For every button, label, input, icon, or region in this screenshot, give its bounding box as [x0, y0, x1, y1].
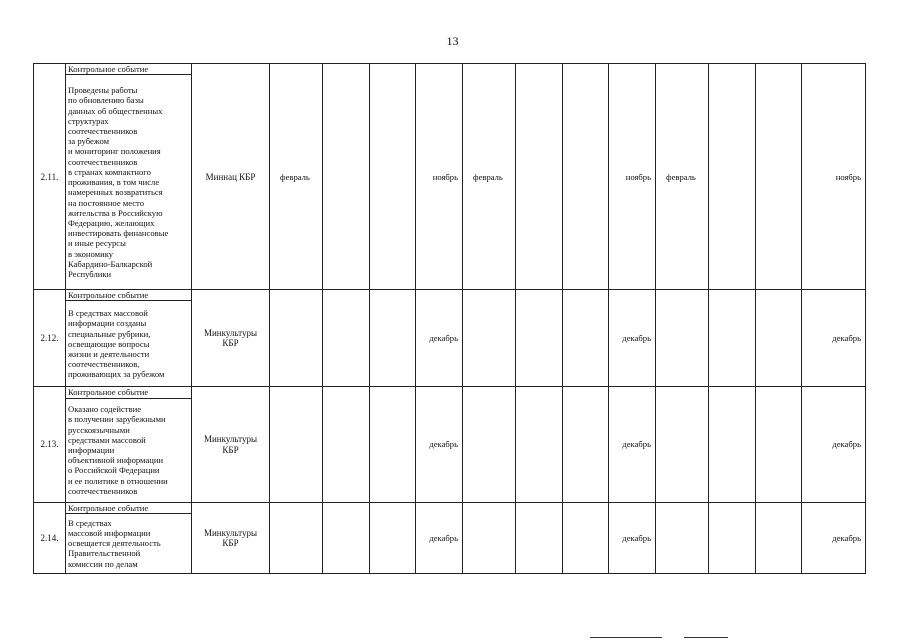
month-cell: [563, 64, 609, 290]
executor: Минкультуры КБР: [192, 387, 270, 502]
row-number: 2.12.: [34, 290, 66, 387]
plan-table: [33, 63, 866, 574]
plan-row-label: [34, 290, 866, 301]
row-number: 2.13.: [34, 387, 66, 502]
month-cell: [709, 387, 756, 502]
plan-table-body: [34, 64, 866, 574]
month-cell: [756, 502, 802, 573]
month-cell: [516, 387, 563, 502]
month-cell: [463, 290, 516, 387]
event-description: Оказано содействие в получении зарубежными русскоязычными средствами массовой информации объективной информации о Российской Федерации и ее политике в отношении соотечественников: [66, 398, 192, 502]
event-description: Проведены работы по обновлению базы данных об общественных структурах соотечественников за рубежом и мониторинг положения соотечественников в странах компактного проживания, в том числе намеренных возвратиться на постоянное место жительства в Российскую Федерацию, желающих инвестировать финансовые и иные ресурсы в экономику Кабардино-Балкарской Республики: [66, 75, 192, 290]
month-cell: декабрь: [416, 502, 463, 573]
month-cell: декабрь: [802, 290, 866, 387]
month-cell: [370, 387, 416, 502]
month-cell: [656, 387, 709, 502]
footer-rule-left: [590, 637, 662, 638]
month-cell: [463, 502, 516, 573]
month-cell: [323, 290, 370, 387]
month-cell: [270, 502, 323, 573]
month-cell: [516, 290, 563, 387]
month-cell: декабрь: [609, 502, 656, 573]
executor: Миннац КБР: [192, 64, 270, 290]
month-cell: [323, 502, 370, 573]
month-cell: [370, 290, 416, 387]
row-number: 2.14.: [34, 502, 66, 573]
footer-rule-right: [684, 637, 728, 638]
plan-row-label: [34, 64, 866, 75]
month-cell: [323, 387, 370, 502]
month-cell: февраль: [270, 64, 323, 290]
month-cell: декабрь: [416, 387, 463, 502]
month-cell: [756, 290, 802, 387]
plan-row-label: [34, 502, 866, 513]
event-description: В средствах массовой информации освещается деятельность Правительственной комиссии по делам: [66, 513, 192, 573]
month-cell: [709, 502, 756, 573]
month-cell: [563, 290, 609, 387]
control-event-label: Контрольное событие: [66, 290, 192, 301]
month-cell: [463, 387, 516, 502]
month-cell: [370, 64, 416, 290]
month-cell: [516, 64, 563, 290]
month-cell: [270, 387, 323, 502]
month-cell: февраль: [463, 64, 516, 290]
month-cell: [709, 64, 756, 290]
page-number: 13: [446, 34, 459, 48]
month-cell: [563, 502, 609, 573]
month-cell: [709, 290, 756, 387]
month-cell: [656, 290, 709, 387]
month-cell: [370, 502, 416, 573]
month-cell: декабрь: [416, 290, 463, 387]
month-cell: декабрь: [802, 502, 866, 573]
month-cell: декабрь: [609, 290, 656, 387]
month-cell: [756, 387, 802, 502]
month-cell: [516, 502, 563, 573]
event-description: В средствах массовой информации созданы специальные рубрики, освещающие вопросы жизни и деятельности соотечественников, проживающих за рубежом: [66, 301, 192, 387]
row-number: 2.11.: [34, 64, 66, 290]
plan-row-label: [34, 387, 866, 398]
control-event-label: Контрольное событие: [66, 387, 192, 398]
month-cell: [270, 290, 323, 387]
executor: Минкультуры КБР: [192, 290, 270, 387]
month-cell: ноябрь: [802, 64, 866, 290]
executor: Минкультуры КБР: [192, 502, 270, 573]
month-cell: [756, 64, 802, 290]
control-event-label: Контрольное событие: [66, 64, 192, 75]
month-cell: декабрь: [609, 387, 656, 502]
month-cell: ноябрь: [416, 64, 463, 290]
month-cell: декабрь: [802, 387, 866, 502]
control-event-label: Контрольное событие: [66, 502, 192, 513]
month-cell: [323, 64, 370, 290]
month-cell: [563, 387, 609, 502]
month-cell: февраль: [656, 64, 709, 290]
month-cell: [656, 502, 709, 573]
month-cell: ноябрь: [609, 64, 656, 290]
